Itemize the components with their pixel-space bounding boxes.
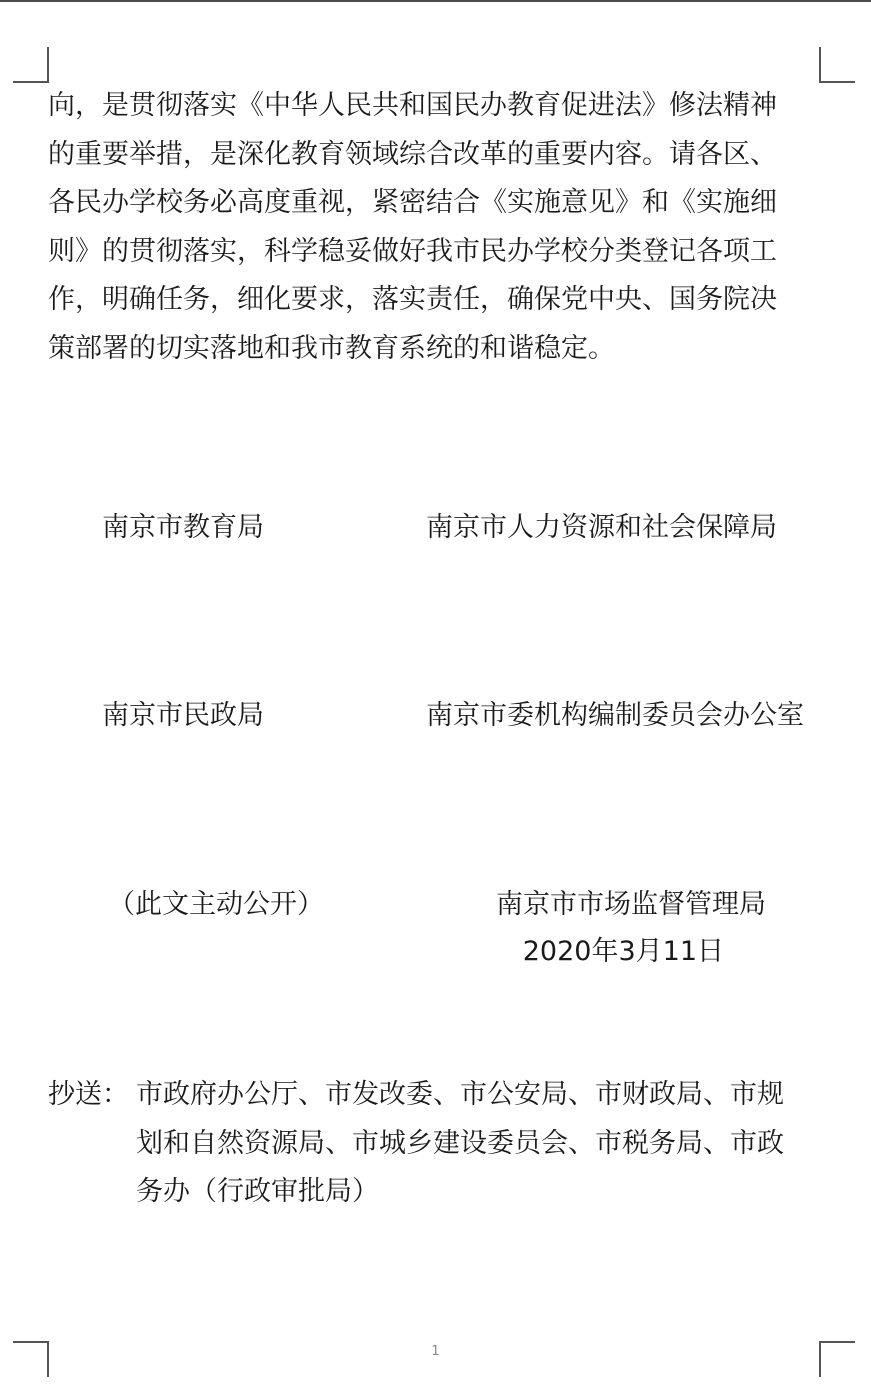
top-border-line bbox=[0, 0, 871, 2]
body-line: 的重要举措，是深化教育领域综合改革的重要内容。请各区、 bbox=[48, 138, 777, 170]
crop-mark-top-left bbox=[13, 47, 49, 83]
signature-civil-affairs-bureau: 南京市民政局 bbox=[102, 700, 264, 731]
signature-hr-social-security-bureau: 南京市人力资源和社会保障局 bbox=[426, 512, 777, 543]
body-line: 向，是贯彻落实《中华人民共和国民办教育促进法》修法精神 bbox=[48, 90, 777, 121]
crop-mark-top-right bbox=[819, 47, 855, 83]
cc-recipients bbox=[136, 1071, 828, 1217]
body-line: 作，明确任务，细化要求，落实责任，确保党中央、国务院决 bbox=[48, 284, 777, 315]
cc-line: 划和自然资源局、市城乡建设委员会、市税务局、市政 bbox=[136, 1127, 784, 1159]
body-line: 策部署的切实落地和我市教育系统的和谐稳定。 bbox=[48, 332, 615, 364]
cc-label: 抄送： bbox=[48, 1079, 129, 1110]
public-disclosure-note: （此文主动公开） bbox=[108, 889, 324, 920]
cc-section bbox=[48, 1071, 828, 1217]
body-line: 各民办学校务必高度重视，紧密结合《实施意见》和《实施细 bbox=[48, 187, 777, 218]
body-line: 则》的贯彻落实，科学稳妥做好我市民办学校分类登记各项工 bbox=[48, 235, 777, 267]
cc-line: 务办（行政审批局） bbox=[136, 1176, 379, 1207]
signature-staffing-committee-office: 南京市委机构编制委员会办公室 bbox=[426, 700, 804, 731]
page-number: 1 bbox=[431, 1344, 440, 1359]
signature-education-bureau: 南京市教育局 bbox=[102, 512, 264, 543]
body-paragraph bbox=[48, 82, 828, 373]
cc-line: 市政府办公厅、市发改委、市公安局、市财政局、市规 bbox=[136, 1079, 784, 1110]
signature-market-supervision-bureau: 南京市市场监督管理局 bbox=[496, 889, 766, 920]
document-date: 2020年3月11日 bbox=[522, 936, 724, 967]
